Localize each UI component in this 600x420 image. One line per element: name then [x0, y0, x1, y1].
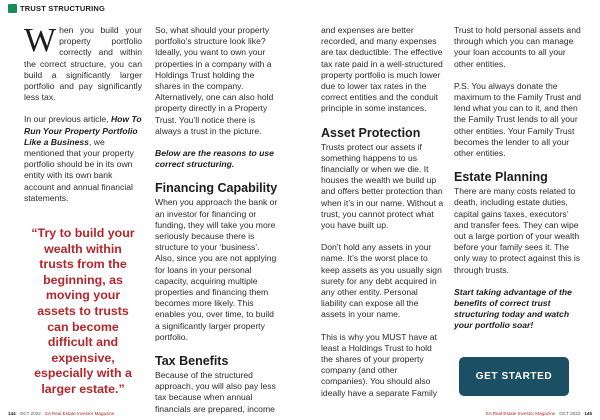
column-1 [24, 22, 142, 398]
page-number: 145 [584, 411, 592, 416]
asset-protection-paragraph: Trusts protect our assets if something happens to us financially or when we die. It houses the wealth we build up and offers better protection than when it’s in our name. Without a trust, you cannot protect what you have built up. [321, 141, 444, 231]
intro-paragraph [24, 22, 142, 103]
issue-date: OCT 2022 [559, 411, 581, 416]
heading-asset-protection: Asset Protection [321, 125, 421, 140]
financing-paragraph: When you approach the bank or an investor for financing or funding, they will take you more seriously because there is structure to your ‘business’. Also, since you are not applying for loans in your personal capacity, acquiring multiple properties and financing them becomes more likely. This enables you, over time, to build a significantly larger property portfolio. [155, 197, 278, 342]
footer-right [486, 411, 593, 416]
heading-financing-capability: Financing Capability [155, 181, 278, 196]
ps-paragraph: P.S. You always donate the maximum to the Family Trust and lend what you can to it, and then the Family Trust lends to all your other entities. Your Family Trust becomes the lender to all your other entities. [454, 80, 582, 159]
get-started-button[interactable]: GET STARTED [459, 357, 569, 396]
tax-continued-paragraph: and expenses are better recorded, and many expenses are tax deductible. The effective tax rate paid in a well-structured property portfolio is much lower due to lower tax rates in the correct entities and the conduit principle in some instances. [321, 25, 443, 114]
pull-quote: “Try to build your wealth within trusts from the beginning, as moving your assets to trusts can become difficult and expensive, especially with a larger estate.” [31, 226, 135, 396]
magazine-name: SA Real Estate Investor Magazine [44, 411, 115, 416]
reasons-intro: Below are the reasons to use correct structuring. [155, 148, 274, 170]
footer-left [8, 411, 115, 416]
estate-paragraph: There are many costs related to death, including estate duties, capital gains taxes, executors’ and transfer fees. They can wipe out a large portion of your wealth before your family sees it. The only way to protect against this is through trusts. [454, 186, 581, 275]
column-3 [321, 25, 445, 410]
column-4 [454, 25, 582, 343]
structure-paragraph: So, what should your property portfolio’s structure look like? Ideally, you want to own your properties in a company with a Holdings Trust holding the shares in the company. Alternatively, one can also hold property directly in a Property Trust. You’ll notice there is always a trust in the picture. [155, 25, 274, 136]
section-header [8, 4, 105, 13]
tax-paragraph: Because of the structured approach, you will also pay less tax because when annual financials are prepared, income [155, 370, 276, 414]
personal-liability-paragraph: Don’t hold any assets in your name. It’s the worst place to keep assets as you usually sign surety for any debt acquired in any other entity. Personal liability can expose all the assets in your name. [321, 242, 442, 320]
paragraph-text: , we mentioned that your property portfolio should be in its own entity with its own bank account and annual financial statements. [24, 136, 134, 203]
holdings-trust-paragraph: This is why you MUST have at least a Holdings Trust to hold the shares of your property company (and other companies). You should also ideally have a separate Family [321, 331, 438, 398]
heading-estate-planning: Estate Planning [454, 170, 548, 185]
issue-date: OCT 2022 [19, 411, 41, 416]
drop-cap: W [24, 22, 57, 59]
paragraph-text: In our previous article, [24, 114, 111, 125]
page-number: 144 [8, 411, 16, 416]
section-marker-icon [8, 4, 17, 13]
call-to-action-text: Start taking advantage of the benefits of correct trust structuring today and watch your portfolio soar! [454, 286, 572, 331]
previous-article-title: How To Run Your Property Portfolio Like a Business [24, 114, 142, 147]
section-title: TRUST STRUCTURING [20, 4, 106, 13]
previous-article-paragraph [24, 114, 142, 204]
column-2 [155, 25, 280, 420]
magazine-name: SA Real Estate Investor Magazine [485, 411, 556, 416]
heading-tax-benefits: Tax Benefits [155, 354, 229, 369]
intro-text: hen you build your property portfolio correctly and within the correct structure, you can build a significantly larger portfolio and pay significantly less tax. [24, 25, 142, 103]
family-trust-paragraph: Trust to hold personal assets and through which you can manage your loan accounts to all your other entities. [454, 25, 581, 69]
